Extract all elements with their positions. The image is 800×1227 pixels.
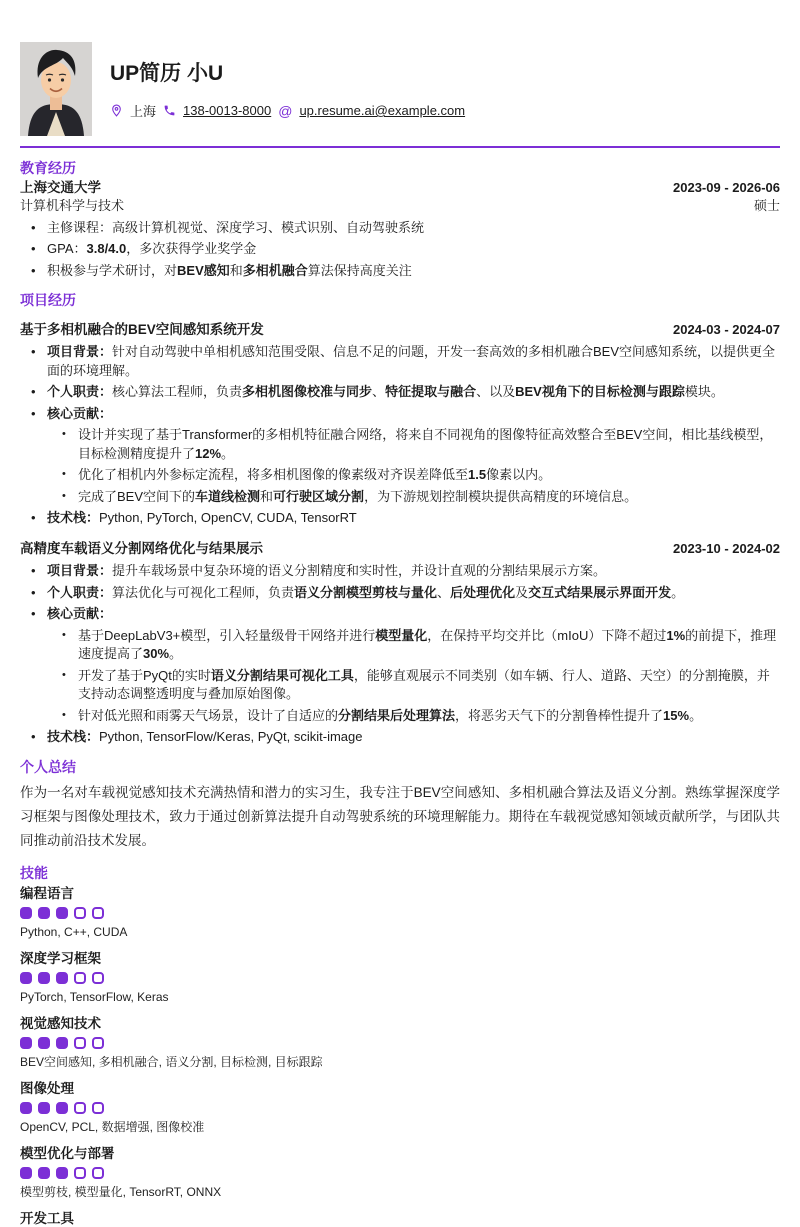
skill-dot	[56, 1167, 68, 1179]
bullet-item: • 基于DeepLabV3+模型，引入轻量级骨干网络并进行模型量化，在保持平均交并比（mIoU）下降不超过1%的前提下，推理速度提高了30%。	[51, 627, 780, 664]
education-date: 2023-09 - 2026-06	[673, 180, 780, 195]
skill-dot	[38, 1167, 50, 1179]
skill-dot	[56, 972, 68, 984]
skill-dot	[92, 907, 104, 919]
skill-name: 视觉感知技术	[20, 1016, 101, 1032]
skill-dot	[74, 1167, 86, 1179]
phone-icon	[163, 104, 176, 117]
skill-rating-dots	[20, 1167, 780, 1180]
project-title: 高精度车载语义分割网络优化与结果展示	[20, 541, 263, 557]
skill-dot	[20, 972, 32, 984]
skill-dot	[20, 1102, 32, 1114]
skill-name: 编程语言	[20, 886, 74, 902]
skill-detail: Python, C++, CUDA	[20, 925, 128, 940]
bullet-item: • GPA：3.8/4.0，多次获得学业奖学金	[20, 240, 780, 258]
skill-dot	[38, 1102, 50, 1114]
email-link[interactable]: up.resume.ai@example.com	[299, 103, 466, 118]
skill-item	[20, 1015, 780, 1070]
skill-name: 深度学习框架	[20, 951, 101, 967]
project-bullets	[20, 562, 780, 746]
skill-item	[20, 1210, 780, 1227]
skill-dot	[74, 1037, 86, 1049]
bullet-item: • 技术栈：Python, TensorFlow/Keras, PyQt, scikit-image	[20, 728, 780, 746]
bullet-item: • 针对低光照和雨雾天气场景，设计了自适应的分割结果后处理算法，将恶劣天气下的分割鲁棒性提升了15%。	[51, 707, 780, 725]
profile-photo	[20, 42, 92, 136]
skill-name: 图像处理	[20, 1081, 74, 1097]
skill-dot	[74, 907, 86, 919]
bullet-item: • 主修课程：高级计算机视觉、深度学习、模式识别、自动驾驶系统	[20, 219, 780, 237]
skill-rating-dots	[20, 972, 780, 985]
skill-detail: 模型剪枝, 模型量化, TensorRT, ONNX	[20, 1185, 222, 1200]
skill-dot	[92, 1167, 104, 1179]
projects-section-title: 项目经历	[20, 292, 76, 309]
skill-dot	[56, 1037, 68, 1049]
header-info	[110, 42, 465, 120]
skill-dot	[92, 1037, 104, 1049]
skill-item	[20, 1080, 780, 1135]
skill-dot	[38, 972, 50, 984]
bullet-item: • 完成了BEV空间下的车道线检测和可行驶区域分割，为下游规划控制模块提供高精度的环境信息。	[51, 488, 780, 506]
location-text: 上海	[130, 104, 157, 119]
skill-dot	[20, 1167, 32, 1179]
bullet-item: • 个人职责：算法优化与可视化工程师，负责语义分割模型剪枝与量化、后处理优化及交互式结果展示界面开发。	[20, 584, 780, 602]
skill-rating-dots	[20, 907, 780, 920]
section-summary	[20, 759, 780, 854]
at-icon: @	[278, 102, 293, 119]
education-degree: 硕士	[753, 198, 780, 213]
bullet-item: • 技术栈：Python, PyTorch, OpenCV, CUDA, TensorRT	[20, 509, 780, 527]
section-skills	[20, 865, 780, 1227]
skill-dot	[92, 972, 104, 984]
bullet-item: • 设计并实现了基于Transformer的多相机特征融合网络，将来自不同视角的图像特征高效整合至BEV空间，相比基线模型，目标检测精度提升了12%。	[51, 426, 780, 463]
project-list	[20, 321, 780, 746]
skill-dot	[74, 1102, 86, 1114]
header-divider	[20, 146, 780, 148]
profile-photo-illustration	[20, 42, 92, 136]
section-education	[20, 160, 780, 280]
project-bullets	[20, 343, 780, 527]
section-projects	[20, 292, 780, 746]
contact-row	[110, 101, 465, 120]
skills-section-title: 技能	[20, 865, 48, 882]
bullet-item: • 项目背景：提升车载场景中复杂环境的语义分割精度和实时性，并设计直观的分割结果展示方案。	[20, 562, 780, 580]
bullet-item: • 项目背景：针对自动驾驶中单相机感知范围受限、信息不足的问题，开发一套高效的多相机融合BEV空间感知系统，以提供更全面的环境理解。	[20, 343, 780, 380]
bullet-item: • 核心贡献：	[20, 605, 780, 623]
header	[20, 42, 780, 136]
bullet-item: • 核心贡献：	[20, 405, 780, 423]
skill-detail: BEV空间感知, 多相机融合, 语义分割, 目标检测, 目标跟踪	[20, 1055, 323, 1070]
skill-name: 开发工具	[20, 1211, 74, 1227]
skill-detail: PyTorch, TensorFlow, Keras	[20, 990, 169, 1005]
bullet-item: • 优化了相机内外参标定流程，将多相机图像的像素级对齐误差降低至1.5像素以内。	[51, 466, 780, 484]
education-section-title: 教育经历	[20, 160, 76, 176]
skill-item	[20, 950, 780, 1005]
school-name: 上海交通大学	[20, 180, 101, 195]
map-pin-icon	[110, 104, 123, 117]
person-name: UP简历 小U	[110, 62, 224, 85]
education-major: 计算机科学与技术	[20, 198, 125, 213]
summary-section-title: 个人总结	[20, 758, 76, 775]
skill-dot	[38, 1037, 50, 1049]
skill-detail: OpenCV, PCL, 数据增强, 图像校准	[20, 1120, 205, 1135]
bullet-item: • 积极参与学术研讨，对BEV感知和多相机融合算法保持高度关注	[20, 262, 780, 280]
project-item	[20, 540, 780, 746]
phone-link[interactable]: 138-0013-8000	[183, 103, 272, 118]
skill-dot	[20, 907, 32, 919]
education-bullets	[20, 219, 780, 280]
skill-rating-dots	[20, 1037, 780, 1050]
skill-rating-dots	[20, 1102, 780, 1115]
project-title: 基于多相机融合的BEV空间感知系统开发	[20, 322, 264, 338]
bullet-item: • 个人职责：核心算法工程师，负责多相机图像校准与同步、特征提取与融合、以及BEV视角下的目标检测与跟踪模块。	[20, 383, 780, 401]
project-date: 2024-03 - 2024-07	[673, 322, 780, 338]
skill-dot	[20, 1037, 32, 1049]
skill-dot	[38, 907, 50, 919]
skill-item	[20, 885, 780, 940]
skill-dot	[92, 1102, 104, 1114]
project-item	[20, 321, 780, 527]
skill-item	[20, 1145, 780, 1200]
summary-text: 作为一名对车载视觉感知技术充满热情和潜力的实习生，我专注于BEV空间感知、多相机融合算法及语义分割。熟练掌握深度学习框架与图像处理技术，致力于通过创新算法提升自动驾驶系统的环境理解能力。期待在车载视觉感知领域贡献所学，与团队共同推动前沿技术发展。	[20, 784, 780, 849]
skill-dot	[56, 907, 68, 919]
bullet-item: • 开发了基于PyQt的实时语义分割结果可视化工具，能够直观展示不同类别（如车辆、行人、道路、天空）的分割掩膜，并支持动态调整透明度与叠加原始图像。	[51, 667, 780, 704]
skill-list	[20, 885, 780, 1227]
skill-name: 模型优化与部署	[20, 1146, 115, 1162]
project-date: 2023-10 - 2024-02	[673, 541, 780, 557]
skill-dot	[56, 1102, 68, 1114]
skill-dot	[74, 972, 86, 984]
